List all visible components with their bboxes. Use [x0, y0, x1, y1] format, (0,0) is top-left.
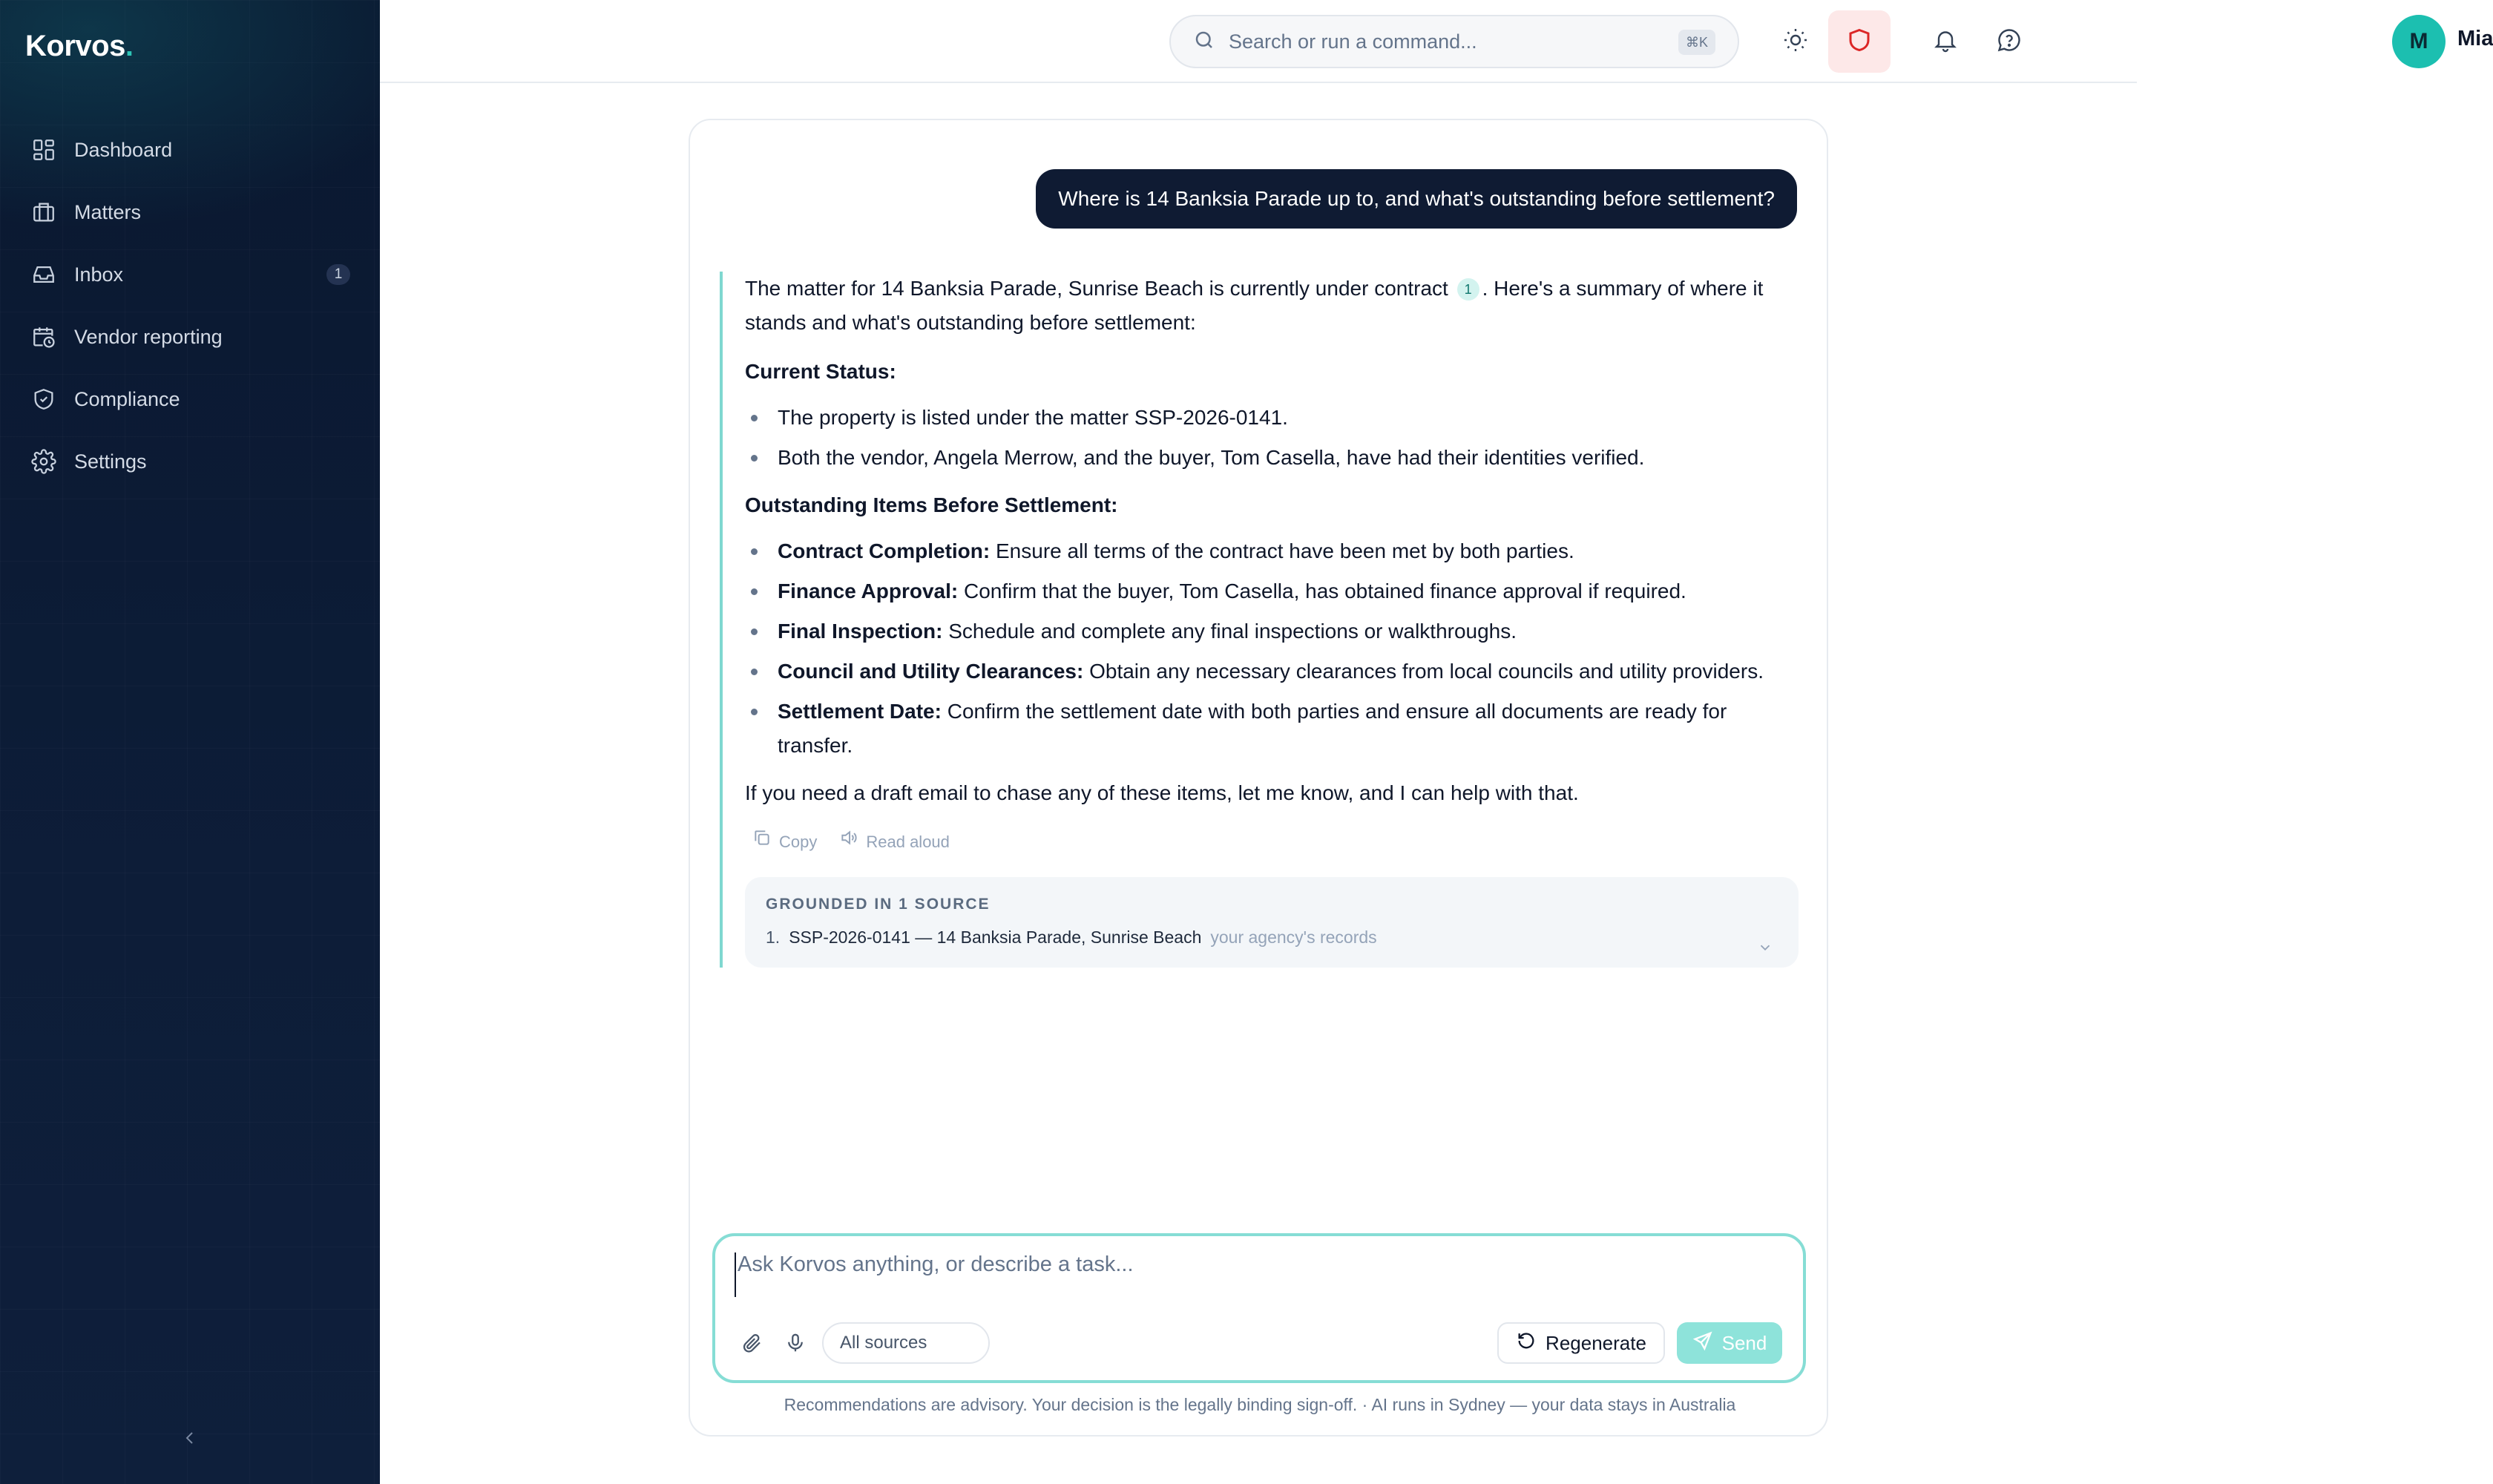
answer-intro — [745, 272, 1803, 340]
inbox-icon — [31, 262, 56, 287]
send-button[interactable] — [1677, 1322, 1782, 1364]
command-search[interactable] — [1169, 15, 1739, 68]
copy-label: Copy — [779, 833, 818, 851]
answer-closing: If you need a draft email to chase any of these items, let me know, and I can help with that. — [745, 781, 1579, 804]
sidebar-item-label: Compliance — [74, 387, 180, 410]
notifications-button[interactable] — [1914, 10, 1977, 73]
list-item — [745, 654, 1803, 689]
item-text: Ensure all terms of the contract have been met by both parties. — [990, 539, 1574, 562]
dashboard-icon — [31, 137, 56, 162]
chevron-down-icon[interactable] — [1757, 932, 1773, 966]
voice-input-button[interactable] — [781, 1330, 810, 1359]
user-message-bubble: Where is 14 Banksia Parade up to, and what's outstanding before settlement? — [1036, 169, 1797, 229]
list-item — [745, 574, 1803, 608]
list-item — [745, 695, 1803, 763]
sidebar-item-inbox[interactable] — [0, 243, 380, 306]
send-label: Send — [1721, 1331, 1767, 1354]
search-icon — [1193, 29, 1215, 55]
security-shield-button[interactable] — [1828, 10, 1891, 73]
source-name: SSP-2026-0141 — 14 Banksia Parade, Sunrise Beach — [789, 928, 1202, 947]
list-item: The property is listed under the matter SSP-2026-0141. — [745, 401, 1803, 435]
status-list — [745, 401, 1803, 475]
search-input[interactable] — [1229, 30, 1659, 53]
sidebar-item-label: Settings — [74, 450, 147, 473]
sources-title: GROUNDED IN 1 SOURCE — [766, 896, 991, 913]
sources-panel[interactable] — [745, 877, 1799, 968]
citation-badge[interactable]: 1 — [1457, 278, 1479, 301]
sidebar-item-label: Dashboard — [74, 138, 173, 161]
microphone-icon — [784, 1332, 807, 1358]
sidebar-nav — [0, 119, 380, 493]
item-text: Confirm that the buyer, Tom Casella, has obtained finance approval if required. — [958, 580, 1686, 603]
regenerate-label: Regenerate — [1546, 1331, 1646, 1354]
item-title: Settlement Date: — [778, 700, 942, 723]
disclaimer: Recommendations are advisory. Your decision is the legally binding sign-off. · AI runs in Sydney — your data stays in Australia — [784, 1395, 1736, 1414]
read-aloud-label: Read aloud — [866, 833, 950, 851]
list-item — [745, 614, 1803, 649]
avatar[interactable]: M — [2392, 15, 2446, 68]
logo-text: Korvos — [25, 30, 125, 62]
sidebar-item-vendor-reporting[interactable] — [0, 306, 380, 368]
source-origin: your agency's records — [1210, 928, 1377, 947]
message-input[interactable] — [735, 1252, 1773, 1297]
speaker-icon — [839, 825, 866, 859]
read-aloud-button[interactable] — [839, 825, 950, 859]
sidebar — [0, 0, 380, 1484]
message-composer — [712, 1233, 1806, 1383]
message-actions — [745, 825, 1803, 859]
shield-check-icon — [31, 387, 56, 412]
item-text: Schedule and complete any final inspections or walkthroughs. — [942, 620, 1517, 643]
item-title: Finance Approval: — [778, 580, 959, 603]
sidebar-item-label: Vendor reporting — [74, 325, 223, 348]
paperclip-icon — [741, 1332, 763, 1358]
logo[interactable] — [25, 30, 133, 63]
search-shortcut-hint: ⌘K — [1678, 30, 1715, 55]
item-text: Obtain any necessary clearances from local councils and utility providers. — [1083, 660, 1764, 683]
assistant-answer — [720, 272, 1803, 968]
list-item — [745, 534, 1803, 568]
sun-icon — [1782, 27, 1809, 57]
briefcase-icon — [31, 200, 56, 225]
sidebar-item-matters[interactable] — [0, 181, 380, 243]
chat-panel — [689, 119, 1828, 1437]
answer-intro-text: The matter for 14 Banksia Parade, Sunrise Beach is currently under contract — [745, 277, 1448, 300]
calendar-clock-icon — [31, 324, 56, 349]
help-chat-icon — [1996, 27, 2023, 57]
sidebar-item-dashboard[interactable] — [0, 119, 380, 181]
item-title: Council and Utility Clearances: — [778, 660, 1084, 683]
theme-toggle-button[interactable] — [1764, 10, 1827, 73]
collapse-sidebar-button[interactable] — [175, 1425, 205, 1454]
sidebar-item-compliance[interactable] — [0, 368, 380, 430]
sidebar-item-label: Matters — [74, 200, 142, 223]
regenerate-button[interactable] — [1497, 1322, 1665, 1364]
source-filter-select[interactable]: All sources — [822, 1322, 990, 1364]
attach-button[interactable] — [738, 1330, 767, 1359]
copy-icon — [752, 825, 779, 859]
refresh-icon — [1516, 1330, 1546, 1356]
sidebar-item-settings[interactable] — [0, 430, 380, 493]
status-heading: Current Status: — [745, 360, 896, 383]
send-icon — [1692, 1330, 1722, 1356]
source-number: 1. — [766, 928, 781, 947]
outstanding-heading: Outstanding Items Before Settlement: — [745, 493, 1118, 516]
outstanding-list — [745, 534, 1803, 763]
logo-dot: . — [125, 30, 134, 62]
item-title: Final Inspection: — [778, 620, 943, 643]
shield-icon — [1846, 27, 1873, 57]
source-item[interactable] — [766, 925, 1778, 950]
answer-intro-text-continued: . Here's a summary of where it stands and what's outstanding before settlement: — [745, 277, 1764, 334]
list-item: Both the vendor, Angela Merrow, and the buyer, Tom Casella, have had their identities verified. — [745, 441, 1803, 475]
gear-icon — [31, 449, 56, 474]
copy-button[interactable] — [752, 825, 817, 859]
help-button[interactable] — [1978, 10, 2040, 73]
item-text: Confirm the settlement date with both parties and ensure all documents are ready for transfer. — [778, 700, 1727, 757]
bell-icon — [1932, 27, 1959, 57]
top-bar — [380, 0, 2493, 83]
sidebar-item-label: Inbox — [74, 263, 124, 286]
chevron-left-icon — [181, 1429, 199, 1451]
item-title: Contract Completion: — [778, 539, 991, 562]
inbox-count-badge: 1 — [326, 264, 350, 285]
user-name[interactable]: Mia — [2457, 27, 2493, 50]
